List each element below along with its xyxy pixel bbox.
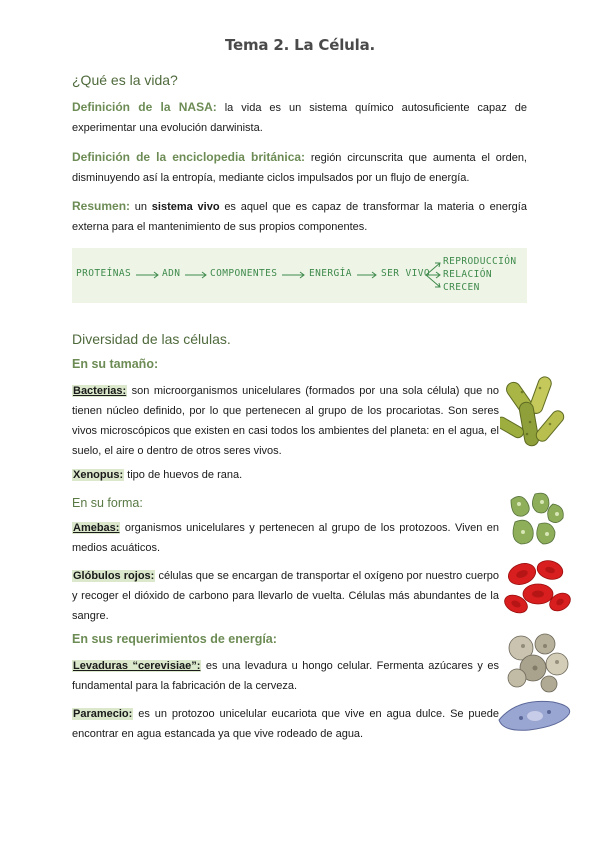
flow-step-proteinas: PROTEÍNAS: [76, 268, 132, 279]
paramecio-text: es un protozoo unicelular eucariota que vive en agua dulce. Se puede encontrar en agua estancada ya que vive rodeado de agua.: [72, 708, 499, 740]
subheading-form: En su forma:: [72, 496, 143, 510]
red-blood-cells-image: [502, 556, 574, 622]
summary-text-post: es aquel que es capaz de transformar la materia o energía externa para el mantenimiento de sus propios componentes.: [72, 201, 527, 233]
britannica-definition: [72, 147, 527, 188]
amebas-term: Amebas:: [73, 522, 120, 534]
flow-step-componentes: COMPONENTES: [210, 268, 278, 279]
nasa-text: la vida es un sistema químico autosuficiente capaz de experimentar una evolución darwinista.: [72, 102, 527, 134]
life-flow-diagram: [72, 248, 527, 303]
amoeba-image: [505, 490, 571, 550]
amebas-paragraph: [72, 518, 499, 558]
levaduras-paragraph: [72, 656, 499, 696]
flow-branch-crecen: CRECEN: [443, 282, 480, 293]
paramecio-term: Paramecio:: [73, 708, 133, 720]
bacteria-image: [500, 372, 572, 454]
xenopus-text: tipo de huevos de rana.: [124, 469, 243, 481]
section-heading-life: ¿Qué es la vida?: [72, 72, 178, 88]
section-heading-diversity: Diversidad de las células.: [72, 331, 231, 347]
levaduras-text: es una levadura u hongo celular. Fermenta azúcares y es fundamental para la fabricación de la cerveza.: [72, 660, 499, 692]
summary-bold-term: sistema vivo: [151, 201, 220, 213]
britannica-text: región circunscrita que aumenta el orden, disminuyendo así la entropía, mediante ciclos impulsados por un flujo de energía.: [72, 152, 527, 184]
flow-step-energia: ENERGÍA: [309, 268, 352, 279]
summary-text-pre: un: [130, 201, 152, 213]
bacterias-term: Bacterias:: [73, 385, 127, 397]
bacterias-paragraph: [72, 381, 499, 461]
paramecium-image: [495, 696, 575, 736]
subheading-energy: En sus requerimientos de energía:: [72, 632, 277, 646]
britannica-label: Definición de la enciclopedia británica:: [72, 150, 306, 164]
xenopus-term: Xenopus:: [73, 469, 124, 481]
globulos-text: células que se encargan de transportar el oxígeno por nuestro cuerpo y recoger el dióxido de carbono para llevarlo de vuelta. Células más abundantes de la sangre.: [72, 570, 499, 622]
globulos-paragraph: [72, 566, 499, 626]
flow-branch-relacion: RELACIÓN: [443, 269, 492, 280]
nasa-definition: [72, 97, 527, 138]
paramecio-paragraph: [72, 704, 499, 744]
xenopus-paragraph: [72, 465, 499, 485]
flow-step-adn: ADN: [162, 268, 181, 279]
yeast-image: [505, 632, 571, 694]
amebas-text: organismos unicelulares y pertenecen al grupo de los protozoos. Viven en medios acuáticos.: [72, 522, 499, 554]
globulos-term: Glóbulos rojos:: [73, 570, 155, 582]
page-title: Tema 2. La Célula.: [224, 36, 375, 54]
flow-step-ser-vivo: SER VIVO: [381, 268, 430, 279]
bacterias-text: son microorganismos unicelulares (formados por una sola célula) que no tienen núcleo definido, por lo que pertenecen al grupo de los procariotas. Son seres vivos microscópicos que existen en casi todos los ambientes del planeta: en el agua, el suelo, el aire o dentro de otros seres vivos.: [72, 385, 499, 457]
summary-label: Resumen:: [72, 199, 131, 213]
summary-paragraph: [72, 196, 527, 237]
levaduras-term: Levaduras “cerevisiae”:: [73, 660, 201, 672]
nasa-label: Definición de la NASA:: [72, 100, 217, 114]
flow-branch-reproduccion: REPRODUCCIÓN: [443, 256, 517, 267]
subheading-size: En su tamaño:: [72, 357, 159, 371]
